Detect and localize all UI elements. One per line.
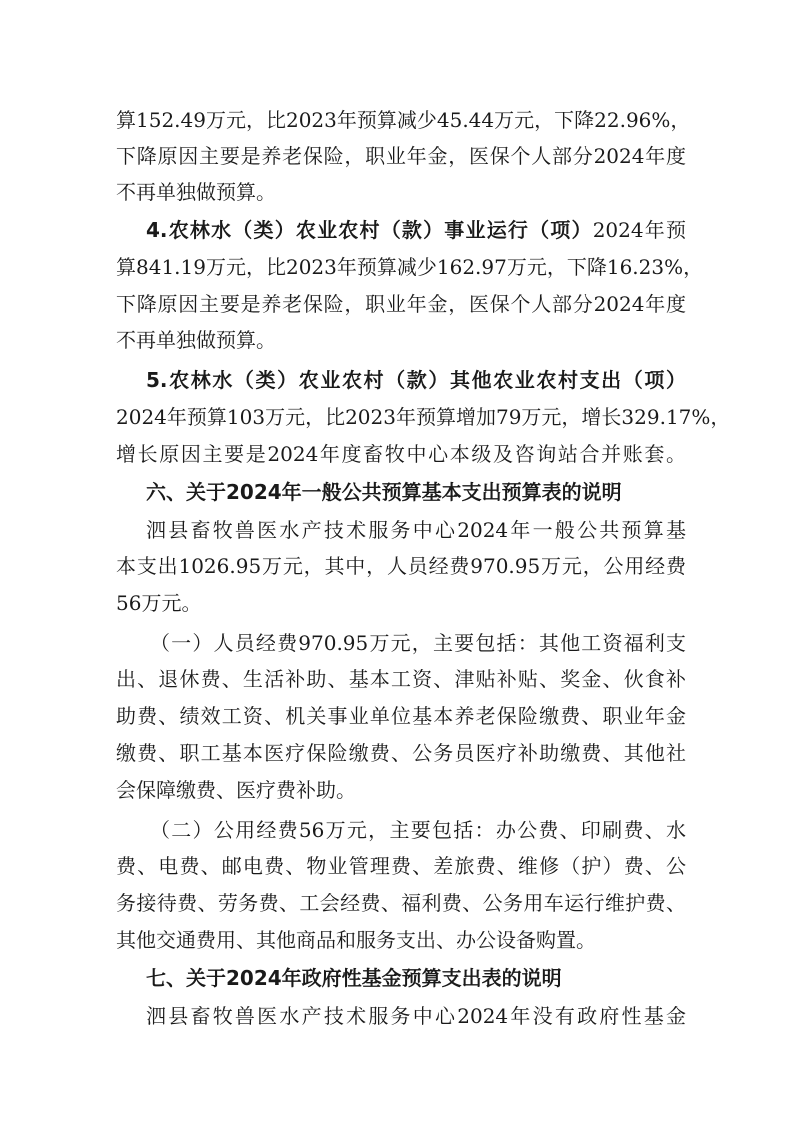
- paragraph-line: 算152.49万元，比2023年预算减少45.44万元，下降22.96%，: [116, 108, 691, 132]
- paragraph-line: 其他交通费用、其他商品和服务支出、办公设备购置。: [116, 928, 596, 952]
- paragraph-line: 泗县畜牧兽医水产技术服务中心2024年没有政府性基金: [146, 1004, 686, 1028]
- section-6-heading: 六、关于2024年一般公共预算基本支出预算表的说明: [146, 480, 622, 504]
- paragraph-line: 助费、绩效工资、机关事业单位基本养老保险缴费、职业年金: [116, 704, 686, 728]
- paragraph-line: 56万元。: [116, 591, 202, 615]
- paragraph-line: 不再单独做预算。: [116, 328, 276, 352]
- paragraph-line: 务接待费、劳务费、工会经费、福利费、公务用车运行维护费、: [116, 891, 686, 915]
- item-4-heading: 4.农林水（类）农业农村（款）事业运行（项）: [146, 218, 593, 242]
- paragraph-line: 本支出1026.95万元，其中，人员经费970.95万元，公用经费: [116, 554, 686, 578]
- paragraph-line: 下降原因主要是养老保险，职业年金，医保个人部分2024年度: [116, 144, 686, 168]
- paragraph-line: （一）人员经费970.95万元，主要包括：其他工资福利支: [150, 631, 686, 655]
- section-7-heading: 七、关于2024年政府性基金预算支出表的说明: [146, 966, 562, 990]
- paragraph-line: 增长原因主要是2024年度畜牧中心本级及咨询站合并账套。: [116, 442, 686, 466]
- paragraph-line: 会保障缴费、医疗费补助。: [116, 778, 356, 802]
- paragraph-line: 缴费、职工基本医疗保险缴费、公务员医疗补助缴费、其他社: [116, 741, 686, 765]
- paragraph-line: （二）公用经费56万元，主要包括：办公费、印刷费、水: [150, 818, 686, 842]
- paragraph-line: 不再单独做预算。: [116, 180, 276, 204]
- paragraph-line: 下降原因主要是养老保险，职业年金，医保个人部分2024年度: [116, 292, 686, 316]
- paragraph-line: 泗县畜牧兽医水产技术服务中心2024年一般公共预算基: [146, 518, 686, 542]
- paragraph-line: 算841.19万元，比2023年预算减少162.97万元，下降16.23%，: [116, 255, 704, 279]
- item-4-line: [146, 212, 686, 248]
- item-4-text: 2024年预: [592, 218, 686, 242]
- paragraph-line: 费、电费、邮电费、物业管理费、差旅费、维修（护）费、公: [116, 854, 686, 878]
- item-5-heading: 5.农林水（类）农业农村（款）其他农业农村支出（项）: [146, 368, 686, 392]
- paragraph-line: 2024年预算103万元，比2023年预算增加79万元，增长329.17%，: [116, 405, 731, 429]
- paragraph-line: 出、退休费、生活补助、基本工资、津贴补贴、奖金、伙食补: [116, 667, 686, 691]
